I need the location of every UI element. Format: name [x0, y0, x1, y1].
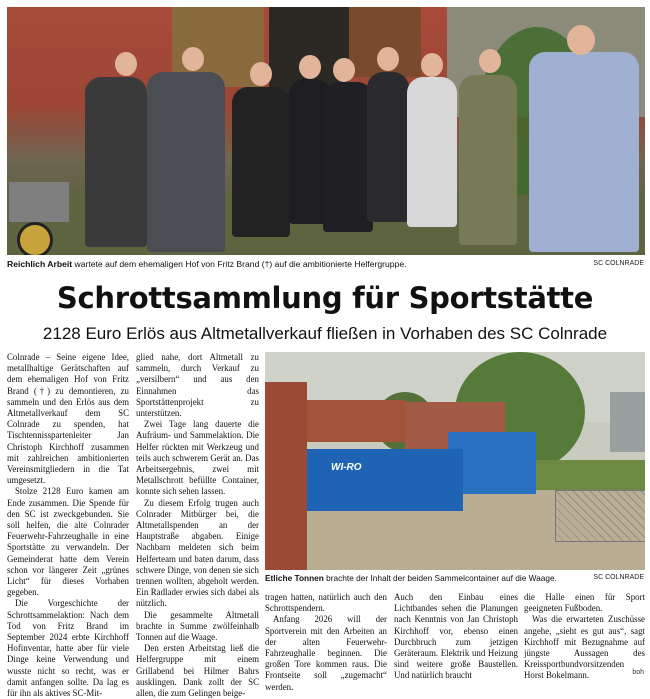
person	[323, 82, 373, 232]
roof	[305, 400, 405, 442]
paragraph: die Halle einen für Sport geeigneten Fußboden.	[524, 592, 645, 614]
paragraph: Den ersten Arbeitstag ließ die Helfergruppe mit einem Grillabend bei Hilmer Bahrs ausklingen. Dank zollt der SC allen, die zum Gelingen beige-	[136, 643, 259, 699]
photo-credit: SC COLNRADE	[593, 574, 644, 581]
paragraph: Auch den Einbau eines Lichtbandes sehen die Planungen nach Kenntnis von Jan Christoph Kirchhoff vor, ebenso einen Durchbruch zum jetzigen Geräteraum. Elektrik und Heizung sind weitere große Baustellen. Und natürlich braucht	[394, 592, 518, 681]
container-front	[305, 449, 463, 511]
article-column-3	[265, 592, 387, 693]
person	[529, 52, 639, 252]
mid-photo-caption	[265, 573, 557, 583]
headline: Schrottsammlung für Sportstätte	[56, 281, 594, 315]
caption-text: wartete auf dem ehemaligen Hof von Fritz Brand (†) auf die ambitionierte Helfergruppe.	[72, 259, 407, 269]
person-head	[479, 49, 501, 73]
article-column-4	[394, 592, 518, 682]
person-head	[377, 47, 399, 71]
paragraph: Colnrade – Seine eigene Idee, metallhaltige Gerätschaften auf dem ehemaligen Hof von Fritz Brand (†) zu demontieren, zu sammeln und den Erlös aus dem Altmetallverkauf dem SC Colnrade zu spenden, hat Tischtennisspartenleiter Jan Christoph Kirchhoff zusammen mit zahlreichen ambitionierten Vereinsmitgliedern in die Tat umgesetzt.	[7, 352, 129, 486]
person	[232, 87, 290, 237]
building	[610, 392, 645, 452]
caption-lead: Etliche Tonnen	[265, 573, 324, 583]
person-head	[182, 47, 204, 71]
paragraph: Die Vorgeschichte der Schrottsammelaktion: Nach dem Tod von Fritz Brand im September 2024 erbte Kirchhoff Hofinventar, hatte aber für viele Dinge keine Verwendung und wusste nicht so recht, was er damit anfangen sollte. Da lag es für ihn als aktives SC-Mit-	[7, 598, 129, 699]
person-head	[421, 53, 443, 77]
caption-lead: Reichlich Arbeit	[7, 259, 73, 269]
person-head	[567, 25, 595, 55]
subheadline: 2128 Euro Erlös aus Altmetallverkauf fließen in Vorhaben des SC Colnrade	[42, 324, 608, 343]
paragraph: tragen hatten, natürlich auch den Schrottspendern.	[265, 592, 387, 614]
caption-text: brachte der Inhalt der beiden Sammelcontainer auf die Waage.	[323, 573, 557, 583]
garage	[265, 382, 307, 570]
paragraph: Anfang 2026 will der Sportverein mit den Arbeiten an der alten Feuerwehr-Fahrzeughalle beginnen. Die großen Tore kommen raus. Die Frontseite soll „zugemacht“ werden.	[265, 614, 387, 692]
cart-wheel	[17, 222, 53, 255]
person	[367, 72, 409, 222]
article-column-1	[7, 352, 129, 699]
paragraph: Zu diesem Erfolg trugen auch Colnrader Mitbürger bei, die Altmetallspenden an der Hauptstraße abgaben. Einige Nachbarn meldeten sich beim Helferteam und baten darum, dass schwere Dinge, von denen sie sich trennen wollten, abgeholt werden. Ein Radlader erwies sich dabei als nützlich.	[136, 497, 259, 609]
person	[459, 75, 517, 245]
person-head	[250, 62, 272, 86]
fence	[555, 490, 645, 542]
container-logo: WI-RO	[331, 462, 362, 473]
paragraph: Die gesammelte Altmetall brachte in Summe zwölfeinhalb Tonnen auf die Waage.	[136, 609, 259, 643]
person	[85, 77, 147, 247]
person	[407, 77, 457, 227]
helper-group-photo	[7, 7, 645, 255]
paragraph: Zwei Tage lang dauerte die Aufräum- und Sammelaktion. Die Helfer rückten mit Werkzeug und teils auch schwerem Gerät an. Das Arbeitsergebnis, zwei mit Metallschrott befüllte Container, konnte sich sehen lassen.	[136, 419, 259, 497]
paragraph: Stolze 2128 Euro kamen am Ende zusammen. Die Spende für den SC ist zweckgebunden. Sie soll helfen, die alte Colnrader Feuerwehr-Fahrzeughalle in eine Sportstätte zu verwandeln. Der Gemeinderat hatte dem Verein schon vor längerer Zeit „grünes Licht“ für dieses Vorhaben gegeben.	[7, 486, 129, 598]
lawn	[535, 460, 645, 490]
person-head	[115, 52, 137, 76]
containers-photo	[265, 352, 645, 570]
photo-credit: SC COLNRADE	[593, 260, 644, 267]
top-photo-caption	[7, 259, 406, 269]
person	[147, 72, 225, 252]
paragraph: Was die erwarteten Zuschüsse angehe, „sieht es gut aus“, sagt Kirchhoff mit Bezugnahme auf jüngste Aussagen des Kreissportbundvorsitzenden Horst Bokelmann.	[524, 614, 645, 681]
cart	[9, 182, 69, 222]
article-column-5	[524, 592, 645, 682]
article-column-2	[136, 352, 259, 699]
paragraph: glied nahe, dort Altmetall zu sammeln, durch Verkauf zu „versilbern“ und aus den Einnahmen das Sportstättenprojekt zu unterstützen.	[136, 352, 259, 419]
person-head	[333, 58, 355, 82]
person-head	[299, 55, 321, 79]
author-tag: boh	[632, 669, 644, 676]
